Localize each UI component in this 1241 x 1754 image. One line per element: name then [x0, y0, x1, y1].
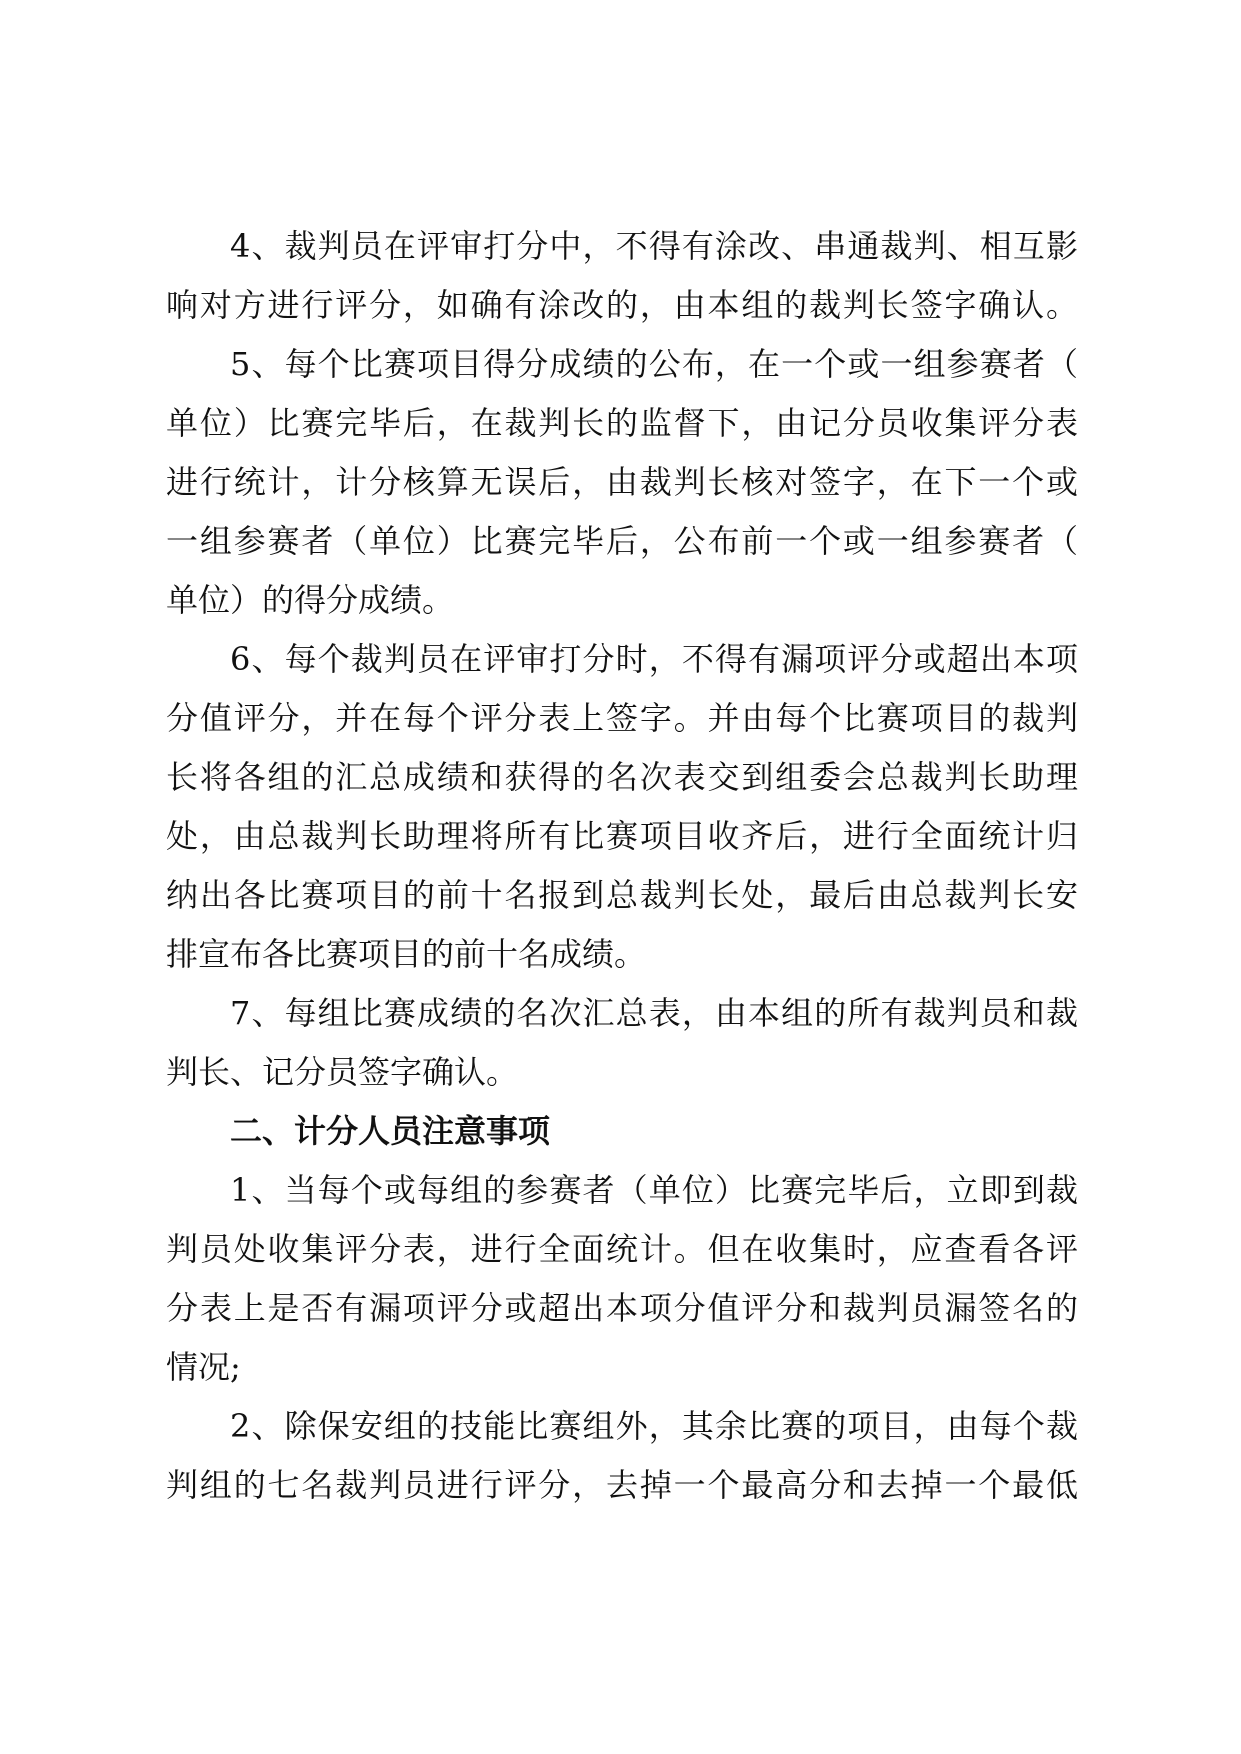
item-1-line-3: 分表上是否有漏项评分或超出本项分值评分和裁判员漏签名的: [166, 1289, 1078, 1327]
paragraph-5-line-1: 5、每个比赛项目得分成绩的公布，在一个或一组参赛者（: [230, 345, 1078, 383]
section-heading: 二、计分人员注意事项: [230, 1112, 551, 1150]
paragraph-6-line-4: 处，由总裁判长助理将所有比赛项目收齐后，进行全面统计归: [166, 817, 1078, 855]
paragraph-4-line-2: 响对方进行评分，如确有涂改的，由本组的裁判长签字确认。: [166, 286, 1078, 324]
item-2-line-1: 2、除保安组的技能比赛组外，其余比赛的项目，由每个裁: [230, 1407, 1078, 1445]
item-1-line-1: 1、当每个或每组的参赛者（单位）比赛完毕后，立即到裁: [230, 1171, 1078, 1209]
paragraph-6-line-3: 长将各组的汇总成绩和获得的名次表交到组委会总裁判长助理: [166, 758, 1078, 796]
paragraph-5-line-5: 单位）的得分成绩。: [166, 581, 455, 619]
paragraph-5-line-4: 一组参赛者（单位）比赛完毕后，公布前一个或一组参赛者（: [166, 522, 1078, 560]
paragraph-6-line-6: 排宣布各比赛项目的前十名成绩。: [166, 935, 647, 973]
paragraph-5-line-3: 进行统计，计分核算无误后，由裁判长核对签字，在下一个或: [166, 463, 1078, 501]
paragraph-6-line-2: 分值评分，并在每个评分表上签字。并由每个比赛项目的裁判: [166, 699, 1078, 737]
paragraph-6-line-1: 6、每个裁判员在评审打分时，不得有漏项评分或超出本项: [230, 640, 1078, 678]
item-1-line-4: 情况;: [166, 1348, 241, 1386]
paragraph-5-line-2: 单位）比赛完毕后，在裁判长的监督下，由记分员收集评分表: [166, 404, 1078, 442]
paragraph-7-line-1: 7、每组比赛成绩的名次汇总表，由本组的所有裁判员和裁: [230, 994, 1078, 1032]
paragraph-7-line-2: 判长、记分员签字确认。: [166, 1053, 519, 1091]
item-1-line-2: 判员处收集评分表，进行全面统计。但在收集时，应查看各评: [166, 1230, 1078, 1268]
paragraph-6-line-5: 纳出各比赛项目的前十名报到总裁判长处，最后由总裁判长安: [166, 876, 1078, 914]
paragraph-4-line-1: 4、裁判员在评审打分中，不得有涂改、串通裁判、相互影: [230, 227, 1078, 265]
item-2-line-2: 判组的七名裁判员进行评分，去掉一个最高分和去掉一个最低: [166, 1466, 1078, 1504]
